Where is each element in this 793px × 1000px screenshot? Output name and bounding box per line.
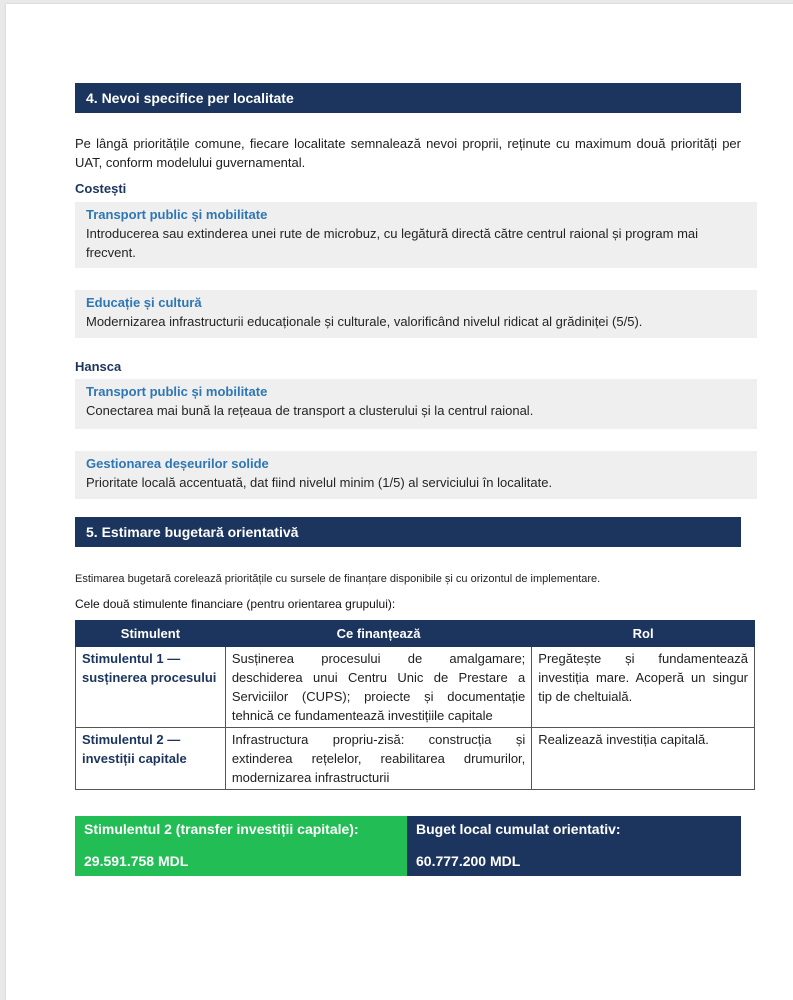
need-box	[75, 202, 757, 268]
section-4-intro: Pe lângă prioritățile comune, fiecare localitate semnalează nevoi proprii, reținute cu maximum două priorități per UAT, conform modelului guvernamental.	[75, 136, 741, 170]
column-header: Ce finanțează	[225, 621, 531, 647]
column-header: Stimulent	[76, 621, 226, 647]
stimulus-finances: Infrastructura propriu-zisă: construcția și extinderea rețelelor, reabilitarea drumurilor, modernizarea infrastructurii	[225, 728, 531, 790]
locality-name-costesti: Costești	[75, 181, 127, 196]
section-5-title: 5. Estimare bugetară orientativă	[86, 524, 299, 540]
need-box	[75, 290, 757, 338]
stimulus-2-summary	[75, 816, 407, 876]
need-title: Transport public și mobilitate	[86, 384, 268, 399]
document-page	[6, 4, 793, 1000]
column-header: Rol	[532, 621, 755, 647]
need-text: Modernizarea infrastructurii educaționale și culturale, valorificând nivelul ridicat al grădiniței (5/5).	[86, 314, 643, 329]
need-title: Gestionarea deșeurilor solide	[86, 456, 269, 471]
need-box	[75, 451, 757, 499]
summary-value: 29.591.758 MDL	[84, 853, 189, 869]
summary-label: Buget local cumulat orientativ:	[416, 821, 621, 837]
stimulus-table	[75, 620, 755, 790]
need-box	[75, 379, 757, 429]
need-text: Introducerea sau extinderea unei rute de microbuz, cu legătură directă către centrul raional și program mai frecvent.	[86, 226, 699, 260]
budget-note: Estimarea bugetară corelează prioritățile cu sursele de finanțare disponibile și cu orizontul de implementare.	[75, 573, 601, 585]
need-title: Educație și cultură	[86, 295, 202, 310]
need-title: Transport public și mobilitate	[86, 207, 268, 222]
section-4-header	[75, 83, 741, 113]
section-5-header	[75, 517, 741, 547]
summary-label: Stimulentul 2 (transfer investiții capitale):	[84, 821, 359, 837]
budget-summary	[75, 816, 741, 876]
table-header-row	[76, 621, 755, 647]
locality-name-hansca: Hansca	[75, 359, 122, 374]
need-text: Prioritate locală accentuată, dat fiind nivelul minim (1/5) al serviciului în localitate.	[86, 475, 553, 490]
local-budget-summary	[407, 816, 741, 876]
stimulus-name: Stimulentul 2 — investiții capitale	[76, 728, 226, 790]
summary-value: 60.777.200 MDL	[416, 853, 521, 869]
table-caption: Cele două stimulente financiare (pentru orientarea grupului):	[75, 597, 396, 611]
need-text: Conectarea mai bună la rețeaua de transport a clusterului și la centrul raional.	[86, 403, 534, 418]
section-4-title: 4. Nevoi specifice per localitate	[86, 90, 294, 106]
stimulus-finances: Susținerea procesului de amalgamare; deschiderea unui Centru Unic de Prestare a Serviciilor (CUPS); proiecte și documentație tehnică ce fundamentează investițiile capitale	[225, 647, 531, 728]
stimulus-role: Realizează investiția capitală.	[532, 728, 755, 790]
stimulus-role: Pregătește și fundamentează investiția mare. Acoperă un singur tip de cheltuială.	[532, 647, 755, 728]
table-row	[76, 728, 755, 790]
table-row	[76, 647, 755, 728]
stimulus-name: Stimulentul 1 — susținerea procesului	[76, 647, 226, 728]
